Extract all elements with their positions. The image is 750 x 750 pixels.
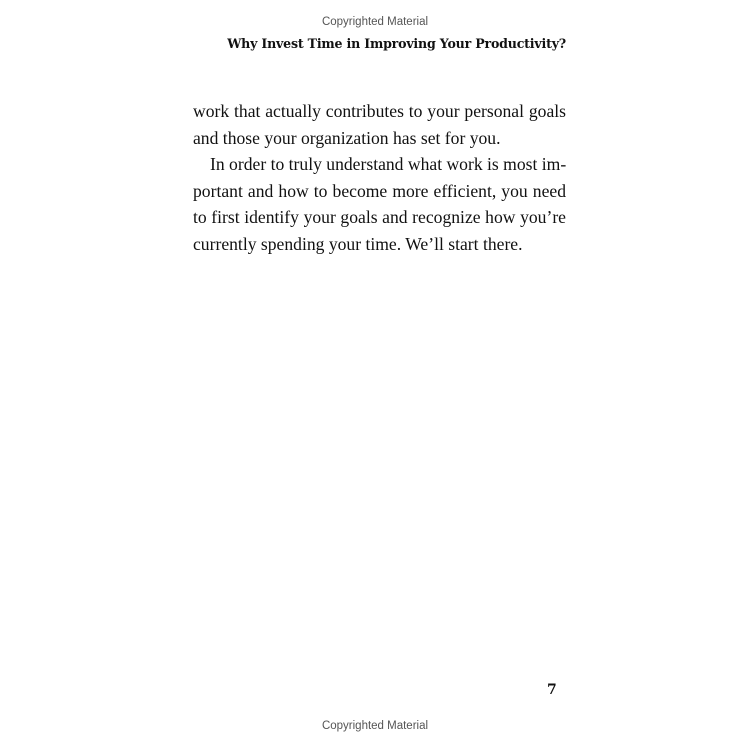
body-line: and those your organization has set for you.: [193, 127, 501, 148]
copyright-notice-top: Copyrighted Material: [321, 16, 429, 28]
body-text: [193, 98, 566, 258]
body-line: portant and how to become more efficient, you need: [193, 180, 566, 201]
body-line: work that actually contributes to your personal goals: [193, 101, 566, 121]
body-line: to first identify your goals and recognize how you’re: [193, 207, 566, 228]
page-number: 7: [547, 682, 557, 698]
running-head: Why Invest Time in Improving Your Productivity?: [227, 36, 566, 51]
body-line: In order to truly understand what work is most im-: [210, 154, 567, 175]
body-line: currently spending your time. We’ll start there.: [193, 233, 523, 254]
copyright-notice-bottom: Copyrighted Material: [321, 720, 429, 732]
